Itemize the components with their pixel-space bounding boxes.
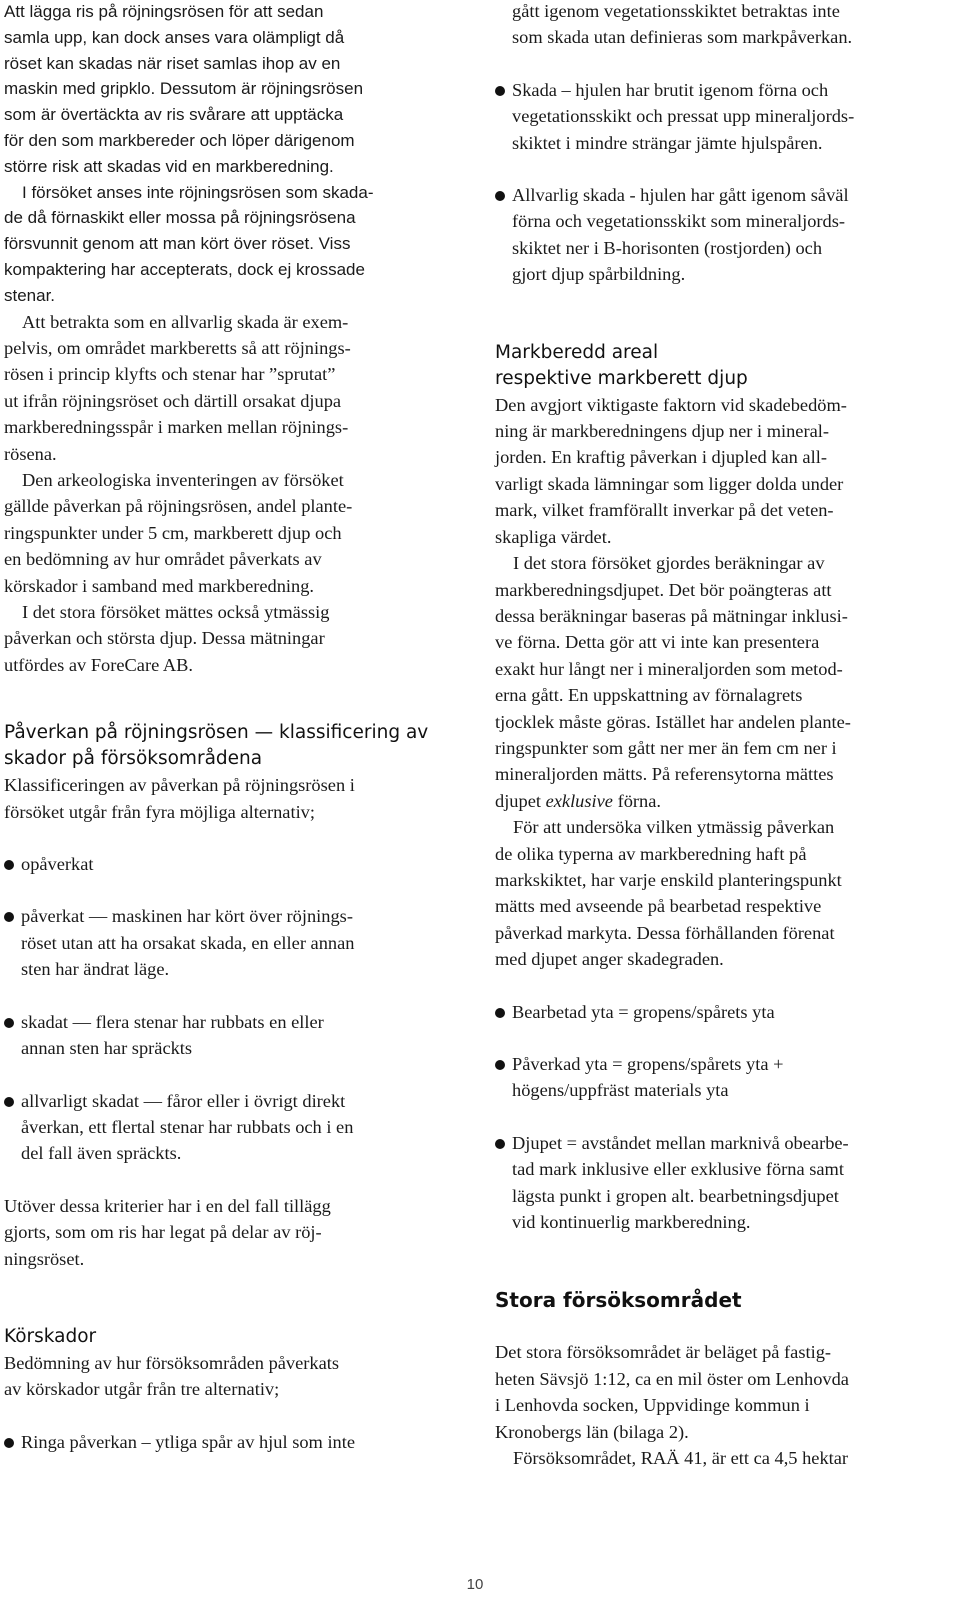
bullet-icon (4, 860, 14, 870)
paragraph-bedomning: Bedömning av hur försöksområden påverkats av körskador utgår från tre alternativ; (4, 1352, 340, 1400)
paragraph-belaget: Det stora försöksområdet är beläget på fastig- heten Sävsjö 1:12, ca en mil öster om Lenhovda i Lenhovda socken, Uppvidinge kommun i Kronobergs län (bilaga 2). (495, 1342, 849, 1442)
paragraph-stora-forsoket: I det stora försöket mättes också ytmässig påverkan och största djup. Dessa mätningar utfördes av ForeCare AB. (4, 602, 330, 675)
paragraph-raa-41: Försöksområdet, RAÄ 41, är ett ca 4,5 hektar (513, 1448, 849, 1469)
paragraph-viktigaste-faktorn: Den avgjort viktigaste faktorn vid skadebedöm- ning är markberedningens djup ner i mineral- jorden. En kraftig påverkan i djupled kan all- varligt skada lämningar som ligger dolda under mark, vilket framförallt inverkar på det veten- skapliga värdet. (495, 394, 847, 547)
paragraph-utover: Utöver dessa kriterier har i en del fall tillägg gjorts, som om ris har legat på delar av röj- ningsröset. (4, 1195, 331, 1269)
paragraph-forsoket-anses-cont: de då förnaskikt eller mossa på röjningsrösena försvunnit genom att man kört över röset. Viss kompaktering har accepterats, dock ej krossade stenar. (4, 208, 365, 305)
paragraph-klassificering: Klassificeringen av påverkan på röjningsrösen i försöket utgår från fyra möjliga alternativ; (4, 775, 355, 822)
bullet-icon (495, 1060, 505, 1070)
bullet-icon (4, 1438, 14, 1448)
line-djupet-exklusive: djupet exklusive förna. (495, 790, 661, 811)
paragraph-berakningar: I det stora försöket gjordes beräkningar av markberedningsdjupet. Det bör poängteras att dessa beräkningar baseras på mätningar inklusi- ve förna. Detta gör att vi inte kan presentera exakt hur långt ner i mineraljorden som metod- erna gått. En uppskattning av förnalagrets tjocklek måste göras. Istället har andelen plante- ringspunkter som gått ner mer än fem cm ner i mineraljorden mätts. På referensytorna mättes djupet exklusive förna. (495, 550, 940, 814)
bullet-icon (495, 1139, 505, 1149)
heading-stora-forsoksomradet: Stora försöksområdet (495, 1288, 742, 1313)
list-item-djupet: Djupet = avståndet mellan marknivå obearbe- tad mark inklusive eller exklusive förna samt lägsta punkt i gropen alt. bearbetningsdjupet vid kontinuerlig markberedning. (495, 1130, 940, 1236)
paragraph-ytmassig-paverkan: För att undersöka vilken ytmässig påverkan de olika typerna av markberedning haft på markskiktet, har varje enskild planteringspunkt mätts med avseende på bearbetad respektive påverkad markyta. Dessa förhållanden förenat med djupet anger skadegraden. (495, 817, 842, 970)
left-column (4, 0, 450, 1455)
list-item-skadat: skadat — flera stenar har rubbats en eller annan sten har spräckts (4, 1009, 450, 1062)
list-item-ringa-paverkan: Ringa påverkan – ytliga spår av hjul som inte (4, 1429, 450, 1455)
list-item-opaverkat: opåverkat (4, 851, 450, 877)
list-item-paverkat: påverkat — maskinen har kört över röjnings- röset utan att ha orsakat skada, en eller annan sten har ändrat läge. (4, 903, 450, 982)
list-item-allvarlig-skada: Allvarlig skada - hjulen har gått igenom såväl förna och vegetationsskikt som mineraljords- skiktet ner i B-horisonten (rostjorden) och gjort djup spårbildning. (495, 182, 940, 288)
heading-markberedd-areal: Markberedd areal respektive markberett djup (495, 341, 748, 389)
list-item-ringa-cont: gått igenom vegetationsskiktet betraktas inte som skada utan definieras som markpåverkan. (512, 1, 853, 48)
paragraph-ris: Att lägga ris på röjningsrösen för att sedan samla upp, kan dock anses vara olämpligt då röset kan skadas när riset samlas ihop av en maskin med gripklo. Dessutom är röjningsrösen som är övertäckta av ris svårare att upptäcka för den som markbereder och löper därigenom större risk att skadas vid en markberedning. (4, 2, 364, 176)
list-item-skada: Skada – hjulen har brutit igenom förna och vegetationsskikt och pressat upp mineraljords- skiktet i mindre strängar jämte hjulspåren. (495, 77, 940, 156)
bullet-icon (4, 1018, 14, 1028)
paragraph-arkeologiska: Den arkeologiska inventeringen av försöket gällde påverkan på röjningsrösen, andel plante- ringspunkter under 5 cm, markberett djup och en bedömning av hur området påverkats av körskador i samband med markberedning. (4, 470, 353, 596)
bullet-icon (495, 191, 505, 201)
right-column (495, 0, 940, 1471)
bullet-icon (495, 86, 505, 96)
heading-paverkan: Påverkan på röjningsrösen — klassificering av skador på försöksområdena (4, 722, 429, 770)
bullet-icon (4, 1097, 14, 1107)
page-number: 10 (466, 1576, 484, 1593)
list-item-bearbetad-yta: Bearbetad yta = gropens/spårets yta (495, 999, 940, 1025)
list-item-paverkad-yta: Påverkad yta = gropens/spårets yta + högens/uppfräst materials yta (495, 1051, 940, 1104)
paragraph-forsoket-anses: I försöket anses inte röjningsrösen som skada- (22, 182, 374, 202)
bullet-icon (4, 912, 14, 922)
list-item-allvarligt-skadat: allvarligt skadat — fåror eller i övrigt direkt åverkan, ett flertal stenar har rubbats och i en del fall även spräckts. (4, 1088, 450, 1167)
bullet-icon (495, 1008, 505, 1018)
heading-korskador: Körskador (4, 1325, 97, 1347)
paragraph-allvarlig-skada: Att betrakta som en allvarlig skada är exem- pelvis, om området markberetts så att röjnings- rösen i princip klyfts och stenar har ”sprutat” ut ifrån röjningsröset och därtill orsakat djupa markberedningsspår i marken mellan röjnings- rösena. (4, 311, 351, 464)
